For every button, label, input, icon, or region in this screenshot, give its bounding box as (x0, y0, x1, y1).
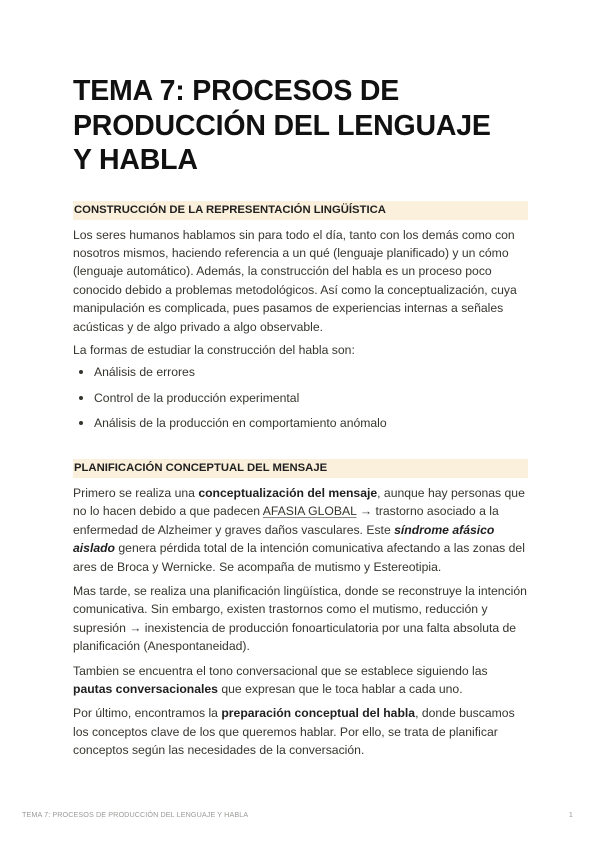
list-item: Control de la producción experimental (73, 389, 528, 414)
bullet-list (73, 363, 528, 439)
section-heading-planificacion: PLANIFICACIÓN CONCEPTUAL DEL MENSAJE (73, 459, 528, 478)
title-line-2: PRODUCCIÓN DEL LENGUAJE (73, 109, 491, 142)
title-line-1: TEMA 7: PROCESOS DE (73, 75, 400, 107)
list-item: Análisis de la producción en comportamiento anómalo (73, 414, 528, 439)
page-title (73, 74, 528, 178)
paragraph-conceptualizacion: Primero se realiza una conceptualización del mensaje, aunque hay personas que no lo hacen debido a que padecen AFASIA GLOBAL → trastorno asociado a la enfermedad de Alzheimer y graves daños vasculares. Este síndrome afásico aislado genera pérdida total de la intención comunicativa afectando a las zonas del ares de Broca y Wernicke. Se acompaña de mutismo y Estereotipia. (73, 485, 525, 574)
paragraph-formas: La formas de estudiar la construcción del habla son: (73, 342, 355, 357)
document-page (73, 74, 528, 760)
list-item: Análisis de errores (73, 363, 528, 388)
bullet-icon (79, 370, 83, 374)
bullet-icon (79, 421, 83, 425)
afasia-global-link[interactable]: AFASIA GLOBAL (262, 504, 357, 519)
paragraph-preparacion-conceptual: Por último, encontramos la preparación conceptual del habla, donde buscamos los conceptos clave de los que queremos hablar. Por ello, se trata de planificar conceptos según las necesidades de la conversación. (73, 706, 515, 758)
paragraph-planificacion-linguistica: Mas tarde, se realiza una planificación lingüística, donde se reconstruye la intención comunicativa. Sin embargo, existen trastornos como el mutismo, reducción y supresión → inexistencia de producción fonoarticulatoria por una falta absoluta de planificación (Anespontaneidad). (73, 583, 527, 654)
section-heading-construccion: CONSTRUCCIÓN DE LA REPRESENTACIÓN LINGÜÍSTICA (73, 201, 528, 220)
title-line-3: Y HABLA (73, 144, 198, 176)
paragraph-tono-conversacional: Tambien se encuentra el tono conversacional que se establece siguiendo las pautas conversacionales que expresan que le toca hablar a cada uno. (73, 663, 488, 696)
paragraph-intro: Los seres humanos hablamos sin para todo el día, tanto con los demás como con nosotros mismos, haciendo referencia a un qué (lenguaje planificado) y un cómo (lenguaje automático). Además, la construcción del habla es un proceso poco conocido debido a problemas metodológicos. Así como la conceptualización, cuya manipulación es complicada, pues pasamos de experiencias internas a señales acústicas y de algo privado a algo observable. (73, 227, 517, 334)
page-footer (22, 810, 573, 819)
page-number: 1 (568, 810, 573, 819)
bullet-icon (79, 396, 83, 400)
footer-title: TEMA 7: PROCESOS DE PRODUCCIÓN DEL LENGUAJE Y HABLA (22, 810, 249, 819)
